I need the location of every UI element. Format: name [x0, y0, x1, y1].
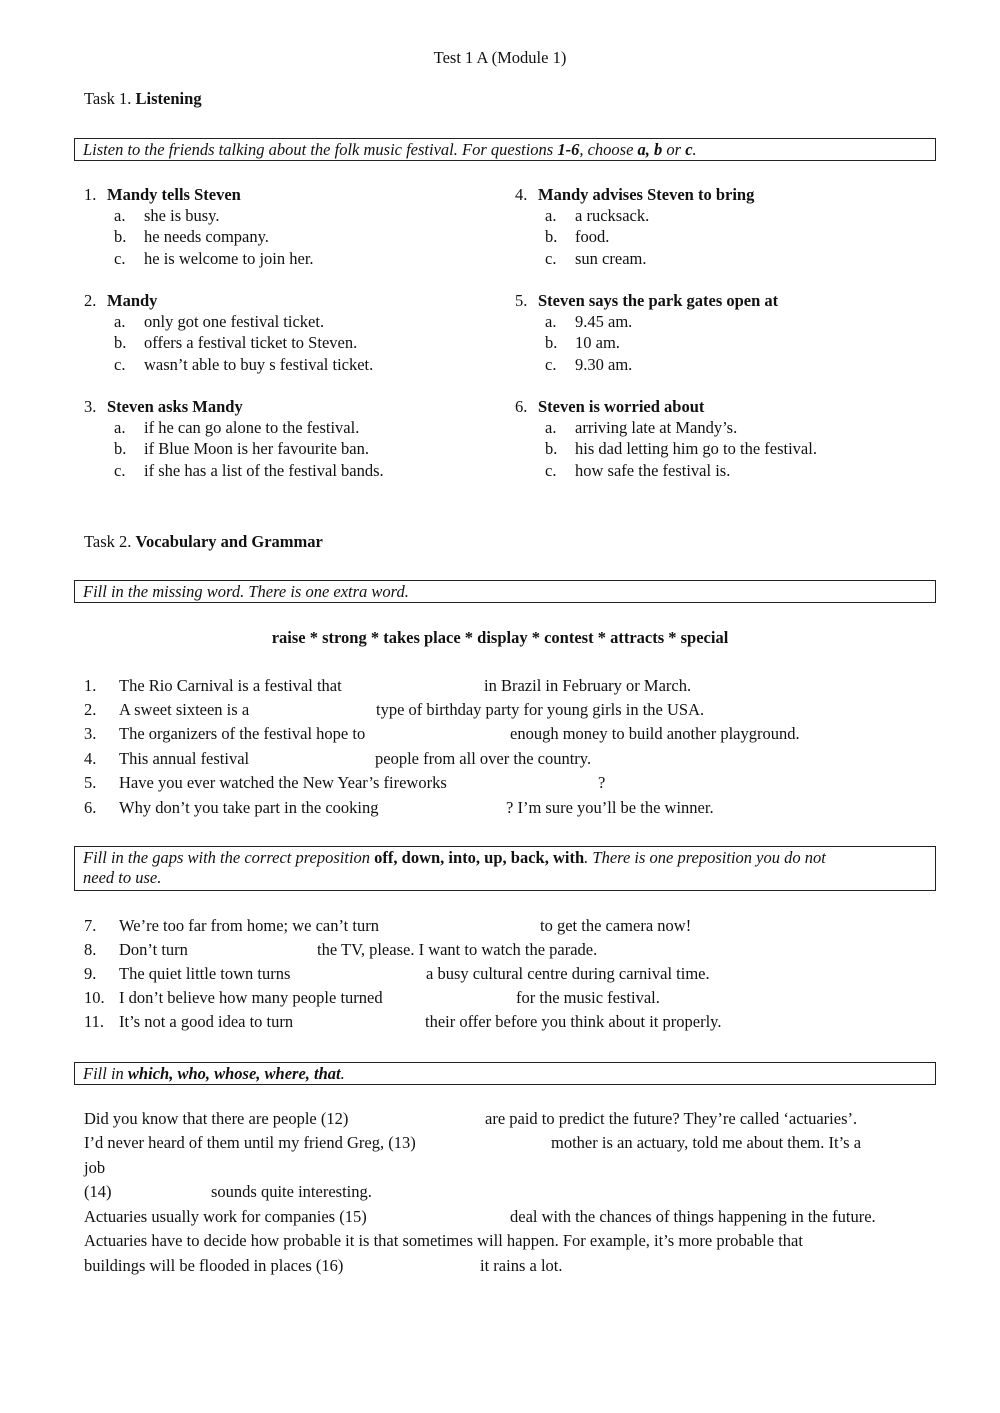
passage-text: Actuaries have to decide how probable it is that sometimes will happen. For example, it’s more probable that — [84, 1231, 803, 1250]
task1-name: Listening — [135, 89, 202, 108]
option-letter: b. — [114, 227, 127, 247]
question-number: 4. — [515, 185, 528, 204]
passage-text: Did you know that there are people (12) — [84, 1109, 349, 1128]
option-a — [84, 418, 484, 439]
passage-text: are paid to predict the future? They’re called ‘actuaries’. — [485, 1109, 858, 1128]
item-text-before: It’s not a good idea to turn — [119, 1012, 294, 1031]
question-5 — [515, 291, 915, 376]
option-letter: a. — [545, 418, 557, 437]
option-text: if she has a list of the festival bands. — [144, 460, 384, 480]
option-text: 9.45 am. — [575, 312, 633, 331]
passage-text: I’d never heard of them until my friend Greg, (13) — [84, 1133, 416, 1152]
instruction-text: . — [692, 140, 697, 159]
item-text-before: I don’t believe how many people turned — [119, 988, 383, 1007]
item-number: 11. — [84, 1012, 105, 1031]
option-text: sun cream. — [575, 248, 647, 268]
option-letter: c. — [114, 248, 126, 268]
question-4 — [515, 185, 915, 270]
item-text-after: enough money to build another playground. — [510, 724, 800, 743]
instruction-text: Fill in — [83, 1064, 128, 1083]
task2-name: Vocabulary and Grammar — [135, 532, 323, 551]
option-a — [515, 206, 915, 227]
option-letter: c. — [545, 248, 557, 268]
option-letter: b. — [114, 439, 127, 459]
item-text-before: The organizers of the festival hope to — [119, 724, 366, 743]
question-number: 3. — [84, 397, 97, 416]
task1-instruction-box — [74, 138, 936, 161]
option-text: only got one festival ticket. — [144, 312, 325, 331]
item-number: 2. — [84, 700, 97, 719]
task2-label: Task 2. — [84, 532, 132, 551]
question-6 — [515, 397, 915, 482]
passage-text: deal with the chances of things happening in the future. — [510, 1207, 876, 1226]
item-text-after: their offer before you think about it properly. — [425, 1012, 722, 1031]
option-letter: c. — [114, 460, 126, 480]
option-letter: b. — [545, 227, 558, 247]
option-c — [515, 355, 915, 376]
option-c — [84, 355, 484, 376]
option-c — [84, 461, 484, 482]
instruction-bold: which, who, whose, where, that — [127, 1064, 341, 1083]
question-number: 2. — [84, 291, 97, 310]
item-number: 9. — [84, 964, 97, 983]
option-letter: c. — [545, 460, 557, 480]
section-c-instruction-box — [74, 1062, 936, 1085]
instruction-text: need to use. — [83, 868, 162, 887]
option-b — [515, 439, 915, 460]
option-text: a rucksack. — [575, 206, 650, 225]
option-letter: a. — [114, 418, 126, 437]
task2-heading — [84, 532, 323, 552]
item-number: 3. — [84, 724, 97, 743]
question-stem: Steven is worried about — [538, 397, 705, 416]
option-b — [84, 439, 484, 460]
option-letter: a. — [545, 312, 557, 331]
item-number: 1. — [84, 676, 97, 695]
question-stem: Steven says the park gates open at — [538, 291, 779, 310]
option-text: offers a festival ticket to Steven. — [144, 333, 358, 353]
instruction-bold: 1-6 — [557, 140, 580, 159]
instruction-text: Listen to the friends talking about the folk music festival. For questions — [83, 140, 558, 159]
option-letter: b. — [545, 439, 558, 459]
item-text-after: to get the camera now! — [540, 916, 692, 935]
item-text-before: Have you ever watched the New Year’s fireworks — [119, 773, 447, 792]
instruction-bold: c — [685, 140, 693, 159]
option-text: 10 am. — [575, 333, 620, 353]
item-text-before: The quiet little town turns — [119, 964, 291, 983]
item-number: 4. — [84, 749, 97, 768]
option-letter: c. — [114, 354, 126, 374]
question-stem: Mandy — [107, 291, 158, 310]
item-text-before: A sweet sixteen is a — [119, 700, 250, 719]
option-text: arriving late at Mandy’s. — [575, 418, 738, 437]
question-number: 1. — [84, 185, 97, 204]
option-b — [84, 227, 484, 248]
option-b — [515, 333, 915, 354]
instruction-text: or — [662, 140, 686, 159]
option-a — [84, 312, 484, 333]
item-number: 5. — [84, 773, 97, 792]
item-text-after: for the music festival. — [516, 988, 660, 1007]
option-text: food. — [575, 227, 610, 247]
instruction-text: . — [340, 1064, 345, 1083]
item-text-before: Don’t turn — [119, 940, 188, 959]
option-c — [84, 249, 484, 270]
item-text-before: The Rio Carnival is a festival that — [119, 676, 342, 695]
option-b — [84, 333, 484, 354]
question-number: 5. — [515, 291, 528, 310]
item-number: 8. — [84, 940, 97, 959]
option-a — [84, 206, 484, 227]
item-text-after: type of birthday party for young girls in the USA. — [376, 700, 705, 719]
passage-text: buildings will be flooded in places (16) — [84, 1256, 344, 1275]
passage-text: job — [84, 1158, 106, 1177]
option-text: he needs company. — [144, 227, 269, 247]
item-text-after: ? — [598, 773, 606, 792]
option-letter: a. — [114, 206, 126, 225]
item-text-after: in Brazil in February or March. — [484, 676, 692, 695]
option-text: she is busy. — [144, 206, 220, 225]
passage-text: mother is an actuary, told me about them. It’s a — [551, 1133, 862, 1152]
item-text-after: the TV, please. I want to watch the parade. — [317, 940, 598, 959]
item-text-after: a busy cultural centre during carnival time. — [426, 964, 710, 983]
question-stem: Mandy advises Steven to bring — [538, 185, 755, 204]
instruction-text: Fill in the gaps with the correct preposition — [83, 848, 375, 867]
option-a — [515, 312, 915, 333]
task1-label: Task 1. — [84, 89, 132, 108]
word-bank: raise * strong * takes place * display * contest * attracts * special — [271, 628, 729, 647]
question-2 — [84, 291, 484, 376]
instruction-text: , choose — [579, 140, 638, 159]
item-number: 6. — [84, 798, 97, 817]
item-number: 10. — [84, 988, 105, 1007]
task1-heading — [84, 89, 202, 109]
option-b — [515, 227, 915, 248]
item-text-before: We’re too far from home; we can’t turn — [119, 916, 379, 935]
option-text: how safe the festival is. — [575, 460, 731, 480]
question-stem: Mandy tells Steven — [107, 185, 241, 204]
instruction-bold: a, b — [637, 140, 663, 159]
item-text-after: ? I’m sure you’ll be the winner. — [506, 798, 714, 817]
passage-text: (14) — [84, 1182, 112, 1201]
option-letter: a. — [545, 206, 557, 225]
passage-text: it rains a lot. — [480, 1256, 563, 1275]
section-a-instruction-box: Fill in the missing word. There is one extra word. — [74, 580, 936, 603]
passage-text: Actuaries usually work for companies (15) — [84, 1207, 367, 1226]
option-text: if Blue Moon is her favourite ban. — [144, 439, 369, 459]
question-3 — [84, 397, 484, 482]
item-text-after: people from all over the country. — [375, 749, 592, 768]
question-number: 6. — [515, 397, 528, 416]
option-text: he is welcome to join her. — [144, 248, 314, 268]
item-number: 7. — [84, 916, 97, 935]
option-text: if he can go alone to the festival. — [144, 418, 360, 437]
option-letter: c. — [545, 354, 557, 374]
item-text-before: Why don’t you take part in the cooking — [119, 798, 379, 817]
option-c — [515, 249, 915, 270]
section-b-instruction-box — [74, 846, 936, 891]
item-text-before: This annual festival — [119, 749, 250, 768]
question-stem: Steven asks Mandy — [107, 397, 243, 416]
question-1 — [84, 185, 484, 270]
option-text: wasn’t able to buy s festival ticket. — [144, 354, 374, 374]
option-letter: b. — [114, 333, 127, 353]
instruction-text: . There is one preposition you do not — [584, 848, 826, 867]
page-title: Test 1 A (Module 1) — [433, 48, 567, 67]
option-letter: a. — [114, 312, 126, 331]
instruction-bold: off, down, into, up, back, with — [374, 848, 585, 867]
option-text: 9.30 am. — [575, 354, 633, 374]
option-letter: b. — [545, 333, 558, 353]
option-text: his dad letting him go to the festival. — [575, 439, 817, 459]
option-c — [515, 461, 915, 482]
passage-text: sounds quite interesting. — [211, 1182, 372, 1201]
option-a — [515, 418, 915, 439]
